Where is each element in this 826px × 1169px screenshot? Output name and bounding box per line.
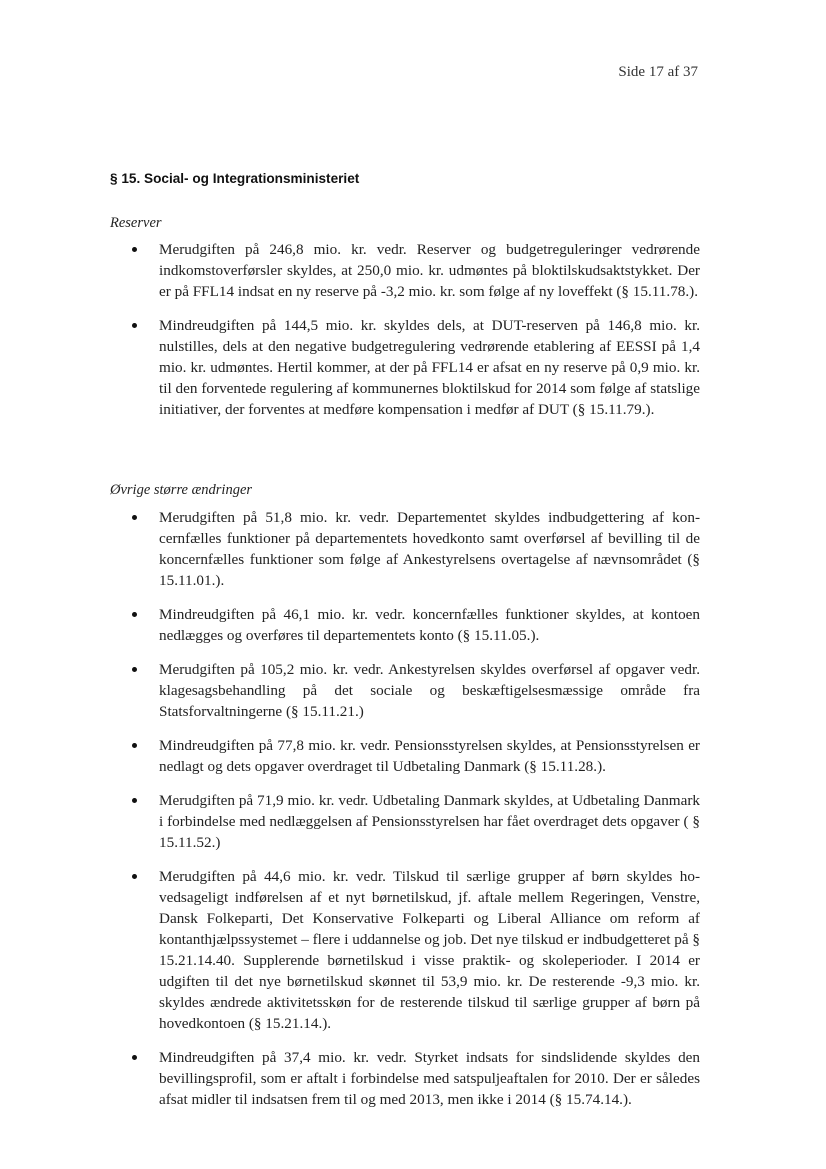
list-item: [110, 866, 700, 1034]
list-item-text: Mindreudgiften på 77,8 mio. kr. vedr. Pensionsstyrelsen skyldes, at Pensionsstyrelsen er nedlagt og dets opgaver overdraget til Udbetaling Danmark (§ 15.11.28.).: [159, 737, 700, 775]
list-item: [110, 604, 700, 646]
oevrige-heading: Øvrige større ændringer: [110, 482, 253, 498]
bullet-icon: [132, 612, 137, 617]
bullet-icon: [132, 874, 137, 879]
list-item: [110, 239, 700, 302]
bullet-icon: [132, 667, 137, 672]
list-item-text: Mindreudgiften på 46,1 mio. kr. vedr. koncernfælles funktioner skyldes, at kontoen nedlægges og overføres til departementets konto (§ 15.11.05.).: [159, 606, 700, 644]
bullet-icon: [132, 323, 137, 328]
bullet-icon: [132, 798, 137, 803]
bullet-icon: [132, 247, 137, 252]
section-title: § 15. Social- og Integrationsministeriet: [110, 171, 360, 186]
oevrige-list: [110, 507, 700, 1123]
list-item-text: Mindreudgiften på 37,4 mio. kr. vedr. Styrket indsats for sindslidende skyldes den bevillingsprofil, som er aftalt i forbindelse med satspuljeaftalen for 2010. Der er således afsat midler til indsatsen frem til og med 2013, men ikke i 2014 (§ 15.74.14.).: [159, 1049, 700, 1108]
list-item: [110, 507, 700, 591]
bullet-icon: [132, 1055, 137, 1060]
page-number: Side 17 af 37: [618, 64, 698, 80]
list-item: [110, 735, 700, 777]
list-item-text: Merudgiften på 71,9 mio. kr. vedr. Udbetaling Danmark skyldes, at Udbetaling Danmark i forbindelse med nedlæggelsen af Pensionsstyrelsen har fået overdraget dets opgaver ( § 15.11.52.): [159, 792, 700, 851]
list-item: [110, 790, 700, 853]
list-item: [110, 1047, 700, 1110]
list-item-text: Merudgiften på 44,6 mio. kr. vedr. Tilskud til særlige grupper af børn skyldes hovedsageligt indførelsen af et nyt børnetilskud, jf. aftale mellem Regeringen, Venstre, Dansk Folkeparti, Det Konservative Folkeparti og Liberal Alliance om reform af kontanthjælpssystemet – flere i uddannelse og job. Det nye tilskud er indbudgetteret på § 15.21.14.40. Supplerende børnetilskud i visse praktik- og skoleperioder. I 2014 er udgiften til det nye børnetilskud skønnet til 53,9 mio. kr. De resterende -9,3 mio. kr. skyldes ændrede aktivitetsskøn for de resterende tilskud til særlige grupper af børn på hovedkontoen (§ 15.21.14.).: [159, 868, 700, 1032]
list-item: [110, 315, 700, 420]
reserver-list: [110, 239, 700, 433]
reserver-heading: Reserver: [110, 215, 162, 231]
list-item: [110, 659, 700, 722]
bullet-icon: [132, 743, 137, 748]
list-item-text: Mindreudgiften på 144,5 mio. kr. skyldes dels, at DUT-reserven på 146,8 mio. kr. nulstilles, dels at den negative budgetregulering vedrørende etablering af EESSI på 1,4 mio. kr. udmøntes. Hertil kommer, at der på FFL14 er afsat en ny reserve på 0,9 mio. kr. til den forventede regulering af kommunernes bloktilskud for 2014 som følge af statslige initiativer, der forventes at medføre kompensation i medfør af DUT (§ 15.11.79.).: [159, 317, 700, 418]
list-item-text: Merudgiften på 105,2 mio. kr. vedr. Ankestyrelsen skyldes overførsel af opgaver vedr. klagesagsbehandling på det sociale og beskæftigelsesmæssige område fra Statsforvaltningerne (§ 15.11.21.): [159, 661, 700, 720]
list-item-text: Merudgiften på 246,8 mio. kr. vedr. Reserver og budgetreguleringer vedrørende indkomstoverførsler skyldes, at 250,0 mio. kr. udmøntes på bloktilskudsaktstykket. Der er på FFL14 indsat en ny reserve på -3,2 mio. kr. som følge af ny loveffekt (§ 15.11.78.).: [159, 241, 700, 300]
list-item-text: Merudgiften på 51,8 mio. kr. vedr. Departementet skyldes indbudgettering af koncernfælles funktioner på departementets hovedkonto samt overførsel af bevilling til de koncernfælles funktioner som følge af Ankestyrelsens overtagelse af nævnsområdet (§ 15.11.01.).: [159, 509, 700, 589]
bullet-icon: [132, 515, 137, 520]
